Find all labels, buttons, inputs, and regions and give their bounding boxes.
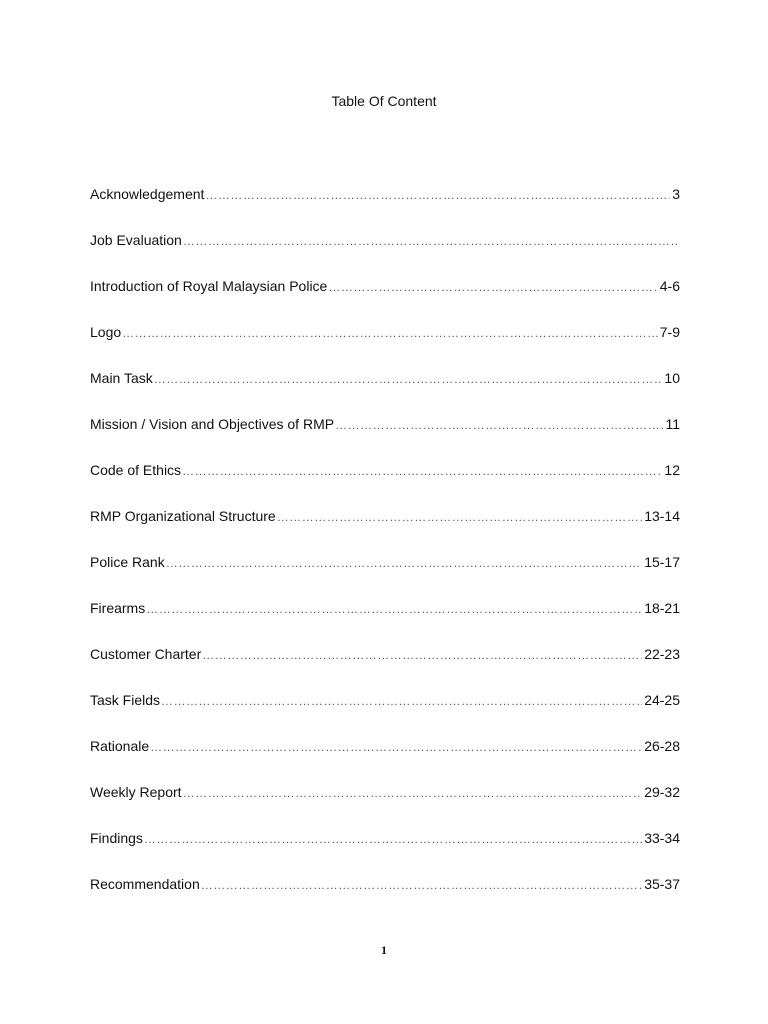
toc-entry: [90, 645, 680, 663]
toc-entry-label: Job Evaluation: [90, 232, 182, 248]
toc-entry: [90, 369, 680, 387]
toc-entry-page: 7-9: [659, 324, 680, 340]
page-number: 1: [381, 943, 387, 957]
toc-entry-label: Main Task: [90, 370, 153, 386]
toc-entry-label: Logo: [90, 324, 122, 340]
toc-entry-label: Customer Charter: [90, 646, 202, 662]
toc-entry-page: 35-37: [644, 876, 680, 892]
toc-entry-page: 3: [672, 186, 680, 202]
toc-entry-label: Task Fields: [90, 692, 161, 708]
toc-leader-dots: [183, 784, 643, 802]
toc-leader-dots: [146, 600, 642, 618]
toc-entry-page: 22-23: [644, 646, 680, 662]
toc-entry: [90, 185, 680, 203]
toc-entry: [90, 691, 680, 709]
toc-entry-page: 10: [664, 370, 680, 386]
toc-entry: [90, 231, 680, 249]
toc-entry: [90, 737, 680, 755]
toc-entry: [90, 783, 680, 801]
toc-entry-page: 29-32: [644, 784, 680, 800]
toc-leader-dots: [182, 462, 662, 480]
toc-leader-dots: [166, 554, 642, 572]
toc-entry-page: 4-6: [659, 278, 680, 294]
toc-entry-label: Code of Ethics: [90, 462, 182, 478]
toc-entry: [90, 875, 680, 893]
toc-entry-page: 11: [665, 416, 680, 432]
toc-entry: [90, 415, 680, 433]
toc-entry-label: Recommendation: [90, 876, 200, 892]
toc-entry-label: RMP Organizational Structure: [90, 508, 276, 524]
toc-leader-dots: [161, 692, 642, 710]
toc-entry: [90, 323, 680, 341]
toc-entry-page: 18-21: [644, 600, 680, 616]
toc-leader-dots: [202, 646, 642, 664]
toc-entry-page: 26-28: [644, 738, 680, 754]
toc-leader-dots: [183, 232, 678, 250]
toc-entry: [90, 553, 680, 571]
toc-entry: [90, 599, 680, 617]
toc-entry-page: 24-25: [644, 692, 680, 708]
toc-entry-label: Weekly Report: [90, 784, 182, 800]
toc-entry-label: Police Rank: [90, 554, 165, 570]
toc-leader-dots: [335, 416, 663, 434]
toc-leader-dots: [201, 876, 642, 894]
toc-entry-label: Acknowledgement: [90, 186, 205, 202]
toc-leader-dots: [154, 370, 663, 388]
toc-leader-dots: [122, 324, 658, 342]
toc-entry: [90, 277, 680, 295]
toc-entry-label: Mission / Vision and Objectives of RMP: [90, 416, 335, 432]
toc-leader-dots: [144, 830, 642, 848]
toc-entry: [90, 461, 680, 479]
toc-leader-dots: [277, 508, 642, 526]
toc-entry-label: Introduction of Royal Malaysian Police: [90, 278, 328, 294]
toc-entry-label: Firearms: [90, 600, 146, 616]
toc-entry: [90, 829, 680, 847]
toc-entry-label: Findings: [90, 830, 143, 846]
toc-entry-page: 15-17: [644, 554, 680, 570]
toc-entry: [90, 507, 680, 525]
toc-leader-dots: [150, 738, 642, 756]
toc-entry-page: 12: [664, 462, 680, 478]
toc-leader-dots: [328, 278, 657, 296]
toc-leader-dots: [205, 186, 670, 204]
toc-entry-page: 33-34: [644, 830, 680, 846]
toc-entry-page: 13-14: [644, 508, 680, 524]
page-title: Table Of Content: [331, 93, 437, 109]
toc-entry-label: Rationale: [90, 738, 150, 754]
